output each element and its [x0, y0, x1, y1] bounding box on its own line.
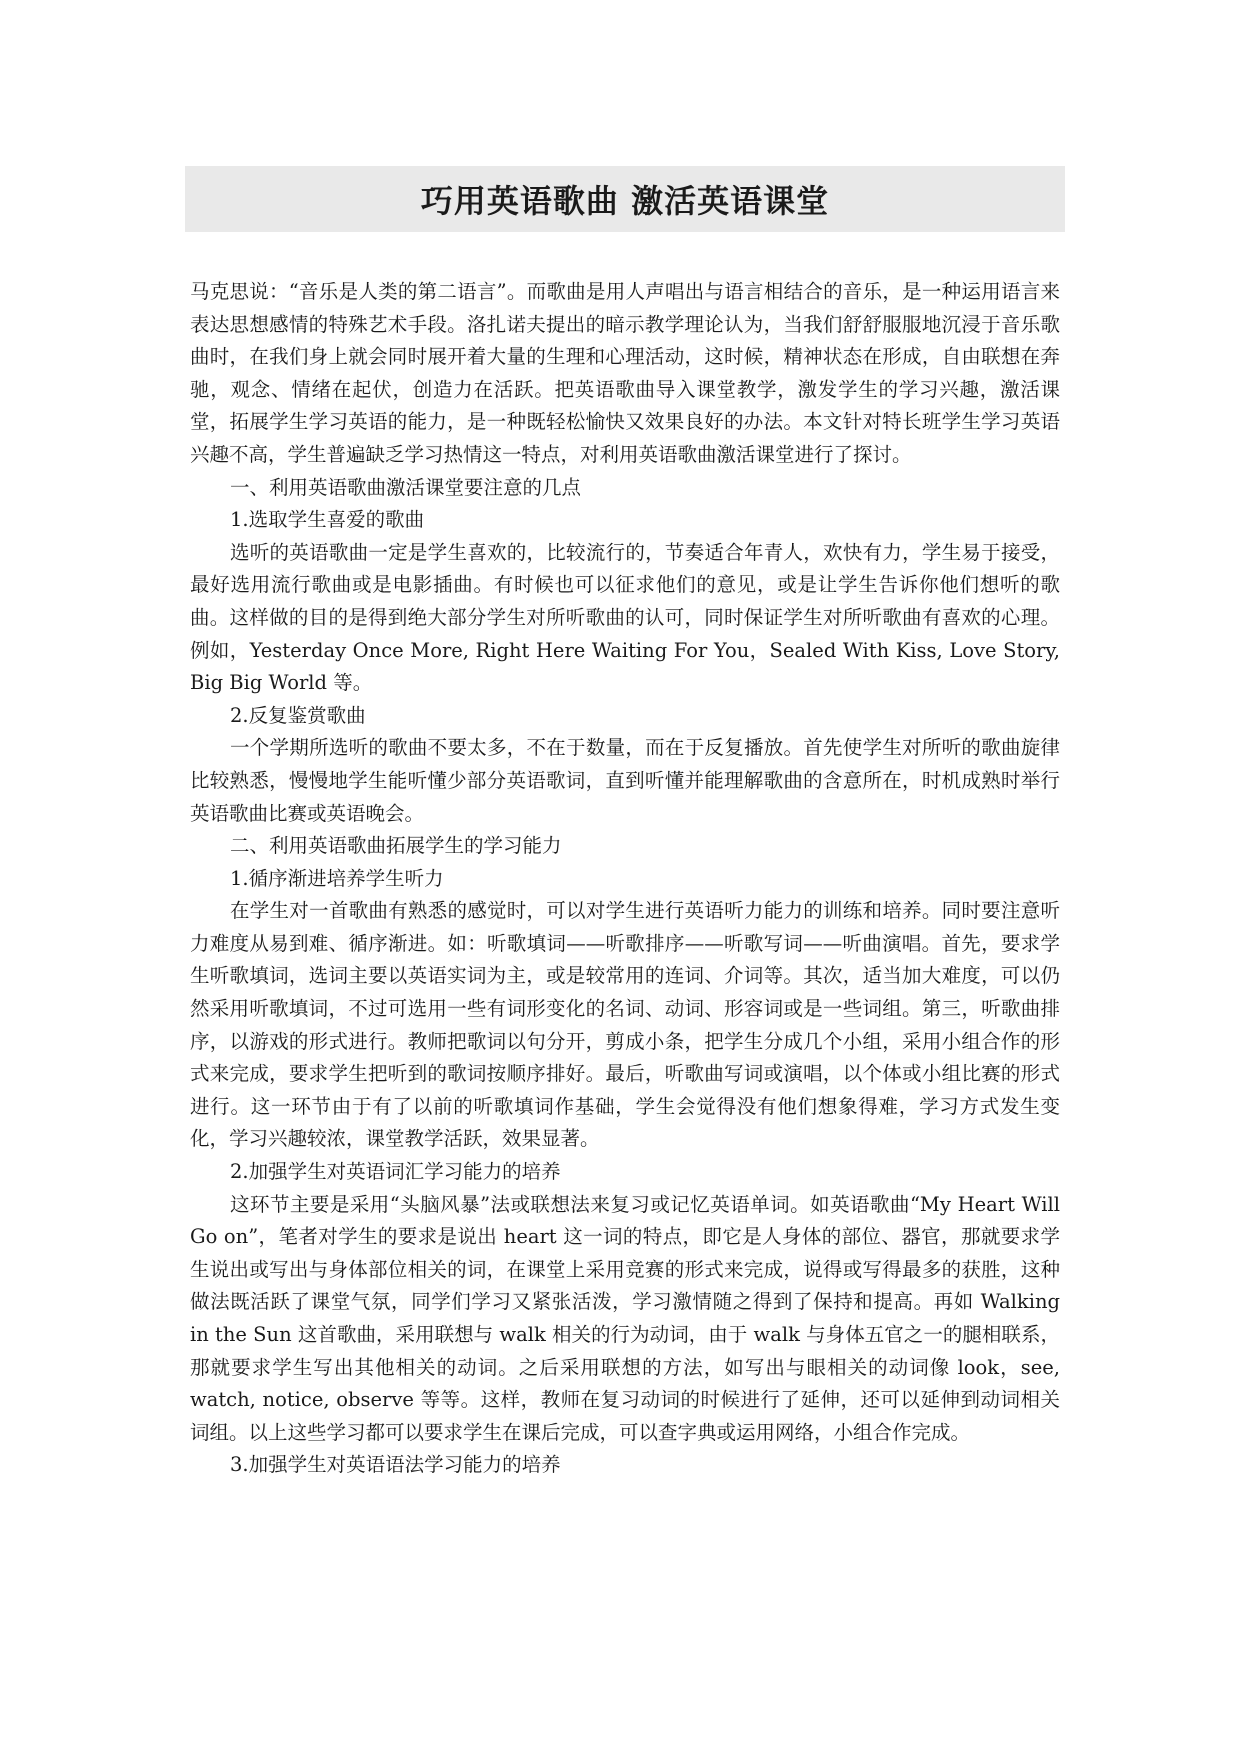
subsection-heading: 1.选取学生喜爱的歌曲 — [230, 508, 425, 532]
subsection-heading: 1.循序渐进培养学生听力 — [230, 866, 444, 890]
document-title: 巧用英语歌曲 激活英语课堂 — [420, 182, 830, 220]
section-heading: 二、利用英语歌曲拓展学生的学习能力 — [230, 834, 562, 858]
document-body — [190, 276, 1060, 1482]
subsection-heading: 2.反复鉴赏歌曲 — [230, 703, 366, 727]
title-bar — [185, 166, 1065, 232]
section-heading: 一、利用英语歌曲激活课堂要注意的几点 — [230, 475, 582, 499]
subsection-heading: 2.加强学生对英语词汇学习能力的培养 — [230, 1160, 561, 1184]
subsection-heading: 3.加强学生对英语语法学习能力的培养 — [230, 1453, 561, 1477]
body-paragraph: 这环节主要是采用“头脑风暴”法或联想法来复习或记忆英语单词。如英语歌曲“My Heart Will Go on”，笔者对学生的要求是说出 heart 这一词的特点，即它是人身体的部位、器官，那就要求学生说出或写出与身体部位相关的词，在课堂上采用竞赛的形式来完成，说得或写得最多的获胜，这种做法既活跃了课堂气氛，同学们学习又紧张活泼，学习激情随之得到了保持和提高。再如 Walking in the Sun 这首歌曲，采用联想与 walk 相关的行为动词，由于 walk 与身体五官之一的腿相联系，那就要求学生写出其他相关的动词。之后采用联想的方法，如写出与眼相关的动词像 look，see, watch, notice, observe 等等。这样，教师在复习动词的时候进行了延伸，还可以延伸到动词相关词组。以上这些学习都可以要求学生在课后完成，可以查字典或运用网络，小组合作完成。 — [190, 1192, 1060, 1444]
intro-paragraph: 马克思说：“音乐是人类的第二语言”。而歌曲是用人声唱出与语言相结合的音乐，是一种运用语言来表达思想感情的特殊艺术手段。洛扎诺夫提出的暗示教学理论认为，当我们舒舒服服地沉浸于音乐歌曲时，在我们身上就会同时展开着大量的生理和心理活动，这时候，精神状态在形成，自由联想在奔驰，观念、情绪在起伏，创造力在活跃。把英语歌曲导入课堂教学，激发学生的学习兴趣，激活课堂，拓展学生学习英语的能力，是一种既轻松愉快又效果良好的办法。本文针对特长班学生学习英语兴趣不高，学生普遍缺乏学习热情这一特点，对利用英语歌曲激活课堂进行了探讨。 — [190, 280, 1060, 466]
body-paragraph: 在学生对一首歌曲有熟悉的感觉时，可以对学生进行英语听力能力的训练和培养。同时要注意听力难度从易到难、循序渐进。如：听歌填词——听歌排序——听歌写词——听曲演唱。首先，要求学生听歌填词，选词主要以英语实词为主，或是较常用的连词、介词等。其次，适当加大难度，可以仍然采用听歌填词，不过可选用一些有词形变化的名词、动词、形容词或是一些词组。第三，听歌曲排序，以游戏的形式进行。教师把歌词以句分开，剪成小条，把学生分成几个小组，采用小组合作的形式来完成，要求学生把听到的歌词按顺序排好。最后，听歌曲写词或演唱，以个体或小组比赛的形式进行。这一环节由于有了以前的听歌填词作基础，学生会觉得没有他们想象得难，学习方式发生变化，学习兴趣较浓，课堂教学活跃，效果显著。 — [190, 899, 1060, 1151]
body-paragraph: 选听的英语歌曲一定是学生喜欢的，比较流行的，节奏适合年青人，欢快有力，学生易于接受，最好选用流行歌曲或是电影插曲。有时候也可以征求他们的意见，或是让学生告诉你他们想听的歌曲。这样做的目的是得到绝大部分学生对所听歌曲的认可，同时保证学生对所听歌曲有喜欢的心理。例如，Yesterday Once More, Right Here Waiting For You，Sealed With Kiss, Love Story, Big Big World 等。 — [190, 540, 1060, 695]
body-paragraph: 一个学期所选听的歌曲不要太多，不在于数量，而在于反复播放。首先使学生对所听的歌曲旋律比较熟悉，慢慢地学生能听懂少部分英语歌词，直到听懂并能理解歌曲的含意所在，时机成熟时举行英语歌曲比赛或英语晚会。 — [190, 736, 1060, 825]
